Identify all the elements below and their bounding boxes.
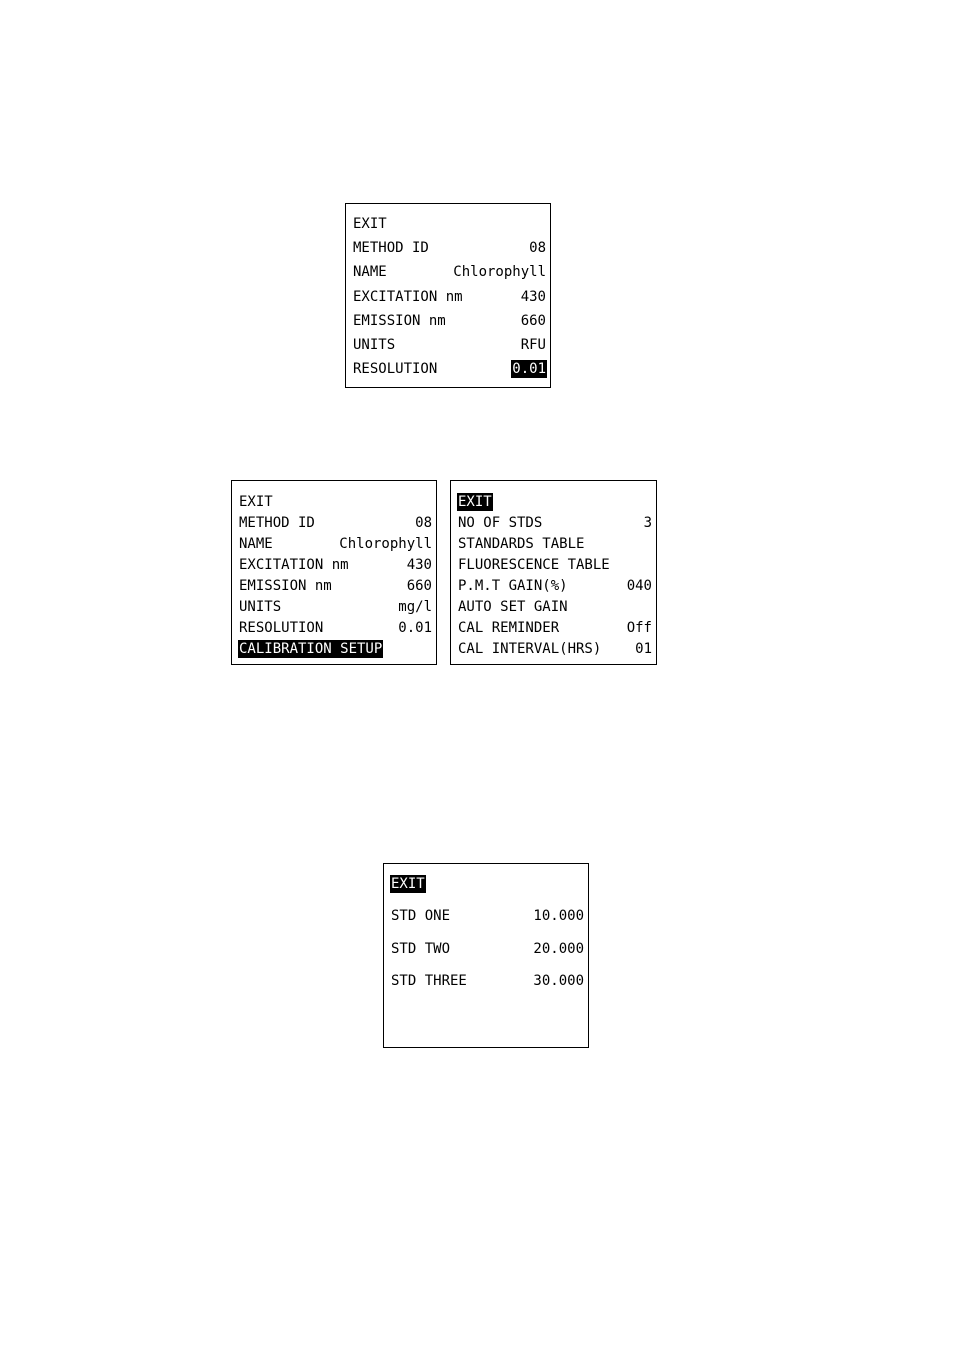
- menu-item-method-id[interactable]: [352, 239, 547, 257]
- menu-item-value: Chlorophyll: [339, 536, 432, 552]
- menu-item-auto-set-gain[interactable]: [457, 598, 653, 616]
- method-setup-screen-rfu: [345, 203, 551, 388]
- menu-item-label: P.M.T GAIN(%): [458, 578, 568, 594]
- menu-item-pmt-gain[interactable]: [457, 577, 653, 595]
- menu-item-units[interactable]: [238, 598, 433, 616]
- menu-item-label: EMISSION nm: [353, 313, 446, 329]
- menu-item-value: 0.01: [398, 620, 432, 636]
- menu-item-value: 30.000: [533, 973, 584, 989]
- menu-item-value: 08: [415, 515, 432, 531]
- menu-item-label: EXIT: [353, 216, 387, 232]
- menu-item-label: METHOD ID: [239, 515, 315, 531]
- selected-item-highlight[interactable]: CALIBRATION SETUP: [239, 641, 383, 657]
- menu-item-std-one[interactable]: [390, 907, 585, 925]
- selected-item-highlight[interactable]: EXIT: [458, 494, 492, 510]
- menu-item-label: NO OF STDS: [458, 515, 543, 531]
- menu-item-label: UNITS: [239, 599, 282, 615]
- selected-value-highlight[interactable]: 0.01: [512, 361, 546, 377]
- menu-item-std-three[interactable]: [390, 972, 585, 990]
- menu-item-value: 660: [520, 313, 546, 329]
- selected-item-highlight[interactable]: EXIT: [391, 876, 425, 892]
- menu-item-method-id[interactable]: [238, 514, 433, 532]
- menu-item-value: 430: [520, 289, 546, 305]
- menu-item-no-of-stds[interactable]: [457, 514, 653, 532]
- menu-item-value: Chlorophyll: [453, 264, 546, 280]
- menu-item-calibration-setup[interactable]: [238, 640, 433, 658]
- menu-item-label: STANDARDS TABLE: [458, 536, 585, 552]
- menu-item-label: EXCITATION nm: [353, 289, 463, 305]
- menu-item-value: Off: [626, 620, 652, 636]
- menu-item-label: CAL REMINDER: [458, 620, 560, 636]
- menu-item-units[interactable]: [352, 336, 547, 354]
- menu-item-label: RESOLUTION: [353, 361, 438, 377]
- menu-item-exit[interactable]: [457, 493, 653, 511]
- method-setup-screen-mgl: [231, 480, 437, 665]
- menu-item-resolution[interactable]: [238, 619, 433, 637]
- menu-item-fluorescence-table[interactable]: [457, 556, 653, 574]
- standards-table-screen: [383, 863, 589, 1048]
- menu-item-label: STD ONE: [391, 908, 451, 924]
- menu-item-label: EXIT: [239, 494, 273, 510]
- menu-item-value: RFU: [520, 337, 546, 353]
- menu-item-excitation[interactable]: [238, 556, 433, 574]
- menu-item-label: EXCITATION nm: [239, 557, 349, 573]
- menu-item-resolution[interactable]: [352, 360, 547, 378]
- menu-item-value: mg/l: [398, 599, 432, 615]
- menu-item-exit[interactable]: [238, 493, 433, 511]
- menu-item-value: 10.000: [533, 908, 584, 924]
- calibration-setup-screen: [450, 480, 657, 665]
- menu-item-std-two[interactable]: [390, 940, 585, 958]
- menu-item-exit[interactable]: [390, 875, 585, 893]
- menu-item-value: 20.000: [533, 941, 584, 957]
- menu-item-value: 3: [643, 515, 652, 531]
- menu-item-exit[interactable]: [352, 215, 547, 233]
- menu-item-value: 430: [406, 557, 432, 573]
- menu-item-label: STD THREE: [391, 973, 467, 989]
- menu-item-cal-interval[interactable]: [457, 640, 653, 658]
- menu-item-label: FLUORESCENCE TABLE: [458, 557, 610, 573]
- menu-item-excitation[interactable]: [352, 288, 547, 306]
- menu-item-name[interactable]: [352, 263, 547, 281]
- menu-item-name[interactable]: [238, 535, 433, 553]
- menu-item-label: METHOD ID: [353, 240, 429, 256]
- menu-item-label: NAME: [353, 264, 387, 280]
- menu-item-label: STD TWO: [391, 941, 451, 957]
- menu-item-label: RESOLUTION: [239, 620, 324, 636]
- menu-item-label: NAME: [239, 536, 273, 552]
- menu-item-label: CAL INTERVAL(HRS): [458, 641, 602, 657]
- menu-item-value: 040: [626, 578, 652, 594]
- menu-item-standards-table[interactable]: [457, 535, 653, 553]
- menu-item-emission[interactable]: [352, 312, 547, 330]
- menu-item-emission[interactable]: [238, 577, 433, 595]
- menu-item-cal-reminder[interactable]: [457, 619, 653, 637]
- menu-item-label: AUTO SET GAIN: [458, 599, 568, 615]
- menu-item-label: EMISSION nm: [239, 578, 332, 594]
- menu-item-value: 660: [406, 578, 432, 594]
- menu-item-label: UNITS: [353, 337, 396, 353]
- menu-item-value: 08: [529, 240, 546, 256]
- menu-item-value: 01: [635, 641, 652, 657]
